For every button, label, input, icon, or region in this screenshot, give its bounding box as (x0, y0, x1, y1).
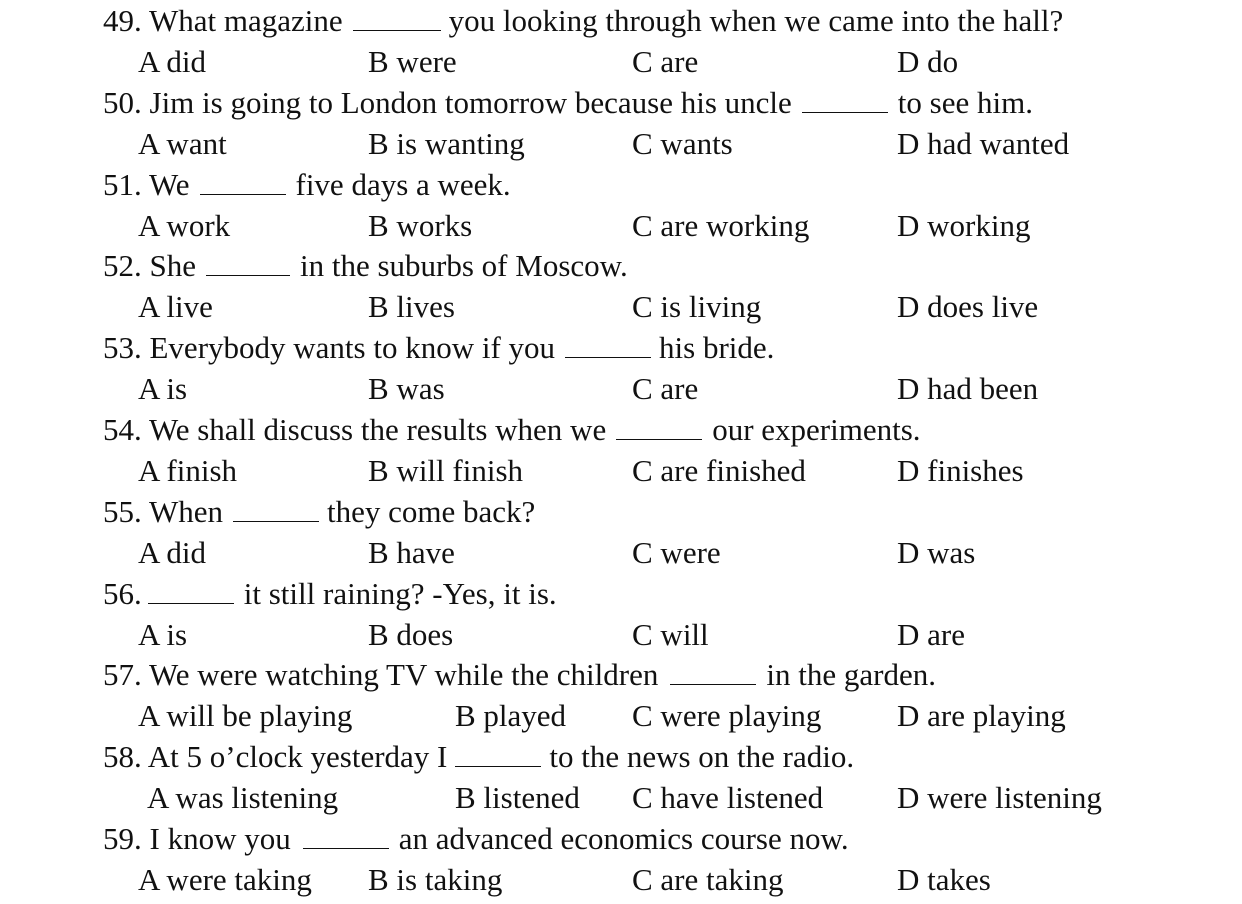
option-a[interactable]: A want (138, 125, 227, 161)
option-c[interactable]: C are working (632, 207, 810, 243)
question-number: 55. (103, 493, 142, 529)
question-number: 52. (103, 248, 142, 284)
answer-options (0, 859, 1242, 900)
question-stem (103, 573, 557, 614)
option-c[interactable]: C are (632, 371, 699, 407)
question-56 (0, 573, 1242, 655)
option-a[interactable]: A finish (138, 452, 238, 488)
option-d[interactable]: D are playing (897, 698, 1066, 734)
option-a[interactable]: A is (138, 616, 188, 652)
question-49 (0, 0, 1242, 82)
option-a[interactable]: A will be playing (138, 698, 353, 734)
option-a[interactable]: A is (138, 371, 188, 407)
question-text-before: We were watching TV while the children (148, 657, 659, 693)
question-stem (103, 82, 1033, 123)
question-stem (103, 0, 1063, 41)
option-d[interactable]: D were listening (897, 780, 1102, 816)
question-54 (0, 409, 1242, 491)
question-57 (0, 654, 1242, 736)
question-52 (0, 245, 1242, 327)
question-51 (0, 164, 1242, 246)
option-c[interactable]: C were playing (632, 698, 822, 734)
question-text-after: his bride. (659, 330, 775, 366)
answer-options (0, 532, 1242, 573)
answer-blank[interactable] (353, 5, 441, 31)
option-a[interactable]: A live (138, 289, 213, 325)
option-b[interactable]: B have (368, 534, 455, 570)
question-text-after: you looking through when we came into the hall? (448, 3, 1064, 38)
question-text-after: our experiments. (712, 411, 921, 447)
option-b[interactable]: B is wanting (368, 125, 525, 161)
question-text-before: I know you (149, 820, 291, 856)
answer-options (0, 614, 1242, 655)
question-number: 57. (103, 657, 142, 693)
question-stem (103, 164, 511, 205)
question-stem (103, 818, 849, 859)
option-d[interactable]: D do (897, 44, 959, 79)
option-b[interactable]: B was (368, 371, 445, 407)
option-c[interactable]: C were (632, 534, 721, 570)
option-b[interactable]: B will finish (368, 452, 524, 488)
answer-options (0, 450, 1242, 491)
question-text-before: Everybody wants to know if you (149, 330, 556, 366)
option-d[interactable]: D takes (897, 861, 991, 897)
question-text-after: they come back? (326, 493, 536, 529)
answer-options (0, 695, 1242, 736)
question-stem (103, 409, 921, 450)
option-d[interactable]: D working (897, 207, 1031, 243)
option-a[interactable]: A did (138, 44, 207, 79)
option-d[interactable]: D finishes (897, 452, 1024, 488)
question-text-before: At 5 o’clock yesterday I (147, 739, 448, 775)
question-number: 50. (103, 84, 142, 120)
answer-options (0, 205, 1242, 246)
question-58 (0, 736, 1242, 818)
question-text-before: What magazine (148, 3, 343, 38)
answer-blank[interactable] (616, 414, 702, 440)
question-stem (103, 654, 936, 695)
question-number: 51. (103, 166, 142, 202)
question-text-before: We (148, 166, 190, 202)
question-text-after: to see him. (897, 84, 1033, 120)
question-text-after: in the garden. (766, 657, 936, 693)
question-number: 58. (103, 739, 142, 775)
option-b[interactable]: B listened (455, 780, 580, 816)
option-b[interactable]: B lives (368, 289, 455, 325)
answer-blank[interactable] (200, 169, 286, 195)
question-55 (0, 491, 1242, 573)
answer-options (0, 777, 1242, 818)
option-d[interactable]: D does live (897, 289, 1039, 325)
option-d[interactable]: D had been (897, 371, 1039, 407)
answer-blank[interactable] (670, 659, 756, 685)
question-59 (0, 818, 1242, 900)
option-b[interactable]: B played (455, 698, 567, 734)
answer-options (0, 286, 1242, 327)
question-text-after: an advanced economics course now. (398, 820, 849, 856)
option-c[interactable]: C are taking (632, 861, 784, 897)
answer-blank[interactable] (233, 496, 319, 522)
option-a[interactable]: A was listening (147, 780, 339, 816)
answer-blank[interactable] (303, 823, 389, 849)
question-stem (103, 491, 535, 532)
question-text-before: She (149, 248, 196, 284)
question-stem (103, 245, 628, 286)
question-number: 49. (103, 3, 142, 38)
question-number: 54. (103, 411, 142, 447)
option-a[interactable]: A did (138, 534, 207, 570)
question-number: 53. (103, 330, 142, 366)
option-b[interactable]: B works (368, 207, 473, 243)
option-b[interactable]: B is taking (368, 861, 503, 897)
option-d[interactable]: D had wanted (897, 125, 1070, 161)
question-text-before: Jim is going to London tomorrow because his uncle (149, 84, 792, 120)
question-stem (103, 736, 854, 777)
answer-options (0, 368, 1242, 409)
option-b[interactable]: B does (368, 616, 454, 652)
answer-blank[interactable] (206, 250, 290, 276)
question-text-after: five days a week. (295, 166, 511, 202)
option-c[interactable]: C wants (632, 125, 733, 161)
question-text-after: it still raining? -Yes, it is. (243, 575, 557, 611)
option-d[interactable]: D are (897, 616, 965, 652)
question-number: 59. (103, 820, 142, 856)
question-stem (103, 327, 774, 368)
option-c[interactable]: C are (632, 44, 699, 79)
option-b[interactable]: B were (368, 44, 457, 79)
answer-blank[interactable] (802, 87, 888, 113)
answer-blank[interactable] (148, 578, 234, 604)
option-c[interactable]: C will (632, 616, 709, 652)
option-c[interactable]: C are finished (632, 452, 806, 488)
answer-options (0, 41, 1242, 82)
option-c[interactable]: C have listened (632, 780, 824, 816)
option-c[interactable]: C is living (632, 289, 762, 325)
option-a[interactable]: A work (138, 207, 231, 243)
option-d[interactable]: D was (897, 534, 976, 570)
answer-blank[interactable] (455, 741, 541, 767)
question-number: 56. (103, 575, 142, 611)
question-text-after: in the suburbs of Moscow. (300, 248, 628, 284)
answer-options (0, 123, 1242, 164)
option-a[interactable]: A were taking (138, 861, 312, 897)
answer-blank[interactable] (565, 332, 651, 358)
question-text-after: to the news on the radio. (549, 739, 855, 775)
question-text-before: When (148, 493, 223, 529)
question-text-before: We shall discuss the results when we (148, 411, 607, 447)
question-53 (0, 327, 1242, 409)
question-50 (0, 82, 1242, 164)
